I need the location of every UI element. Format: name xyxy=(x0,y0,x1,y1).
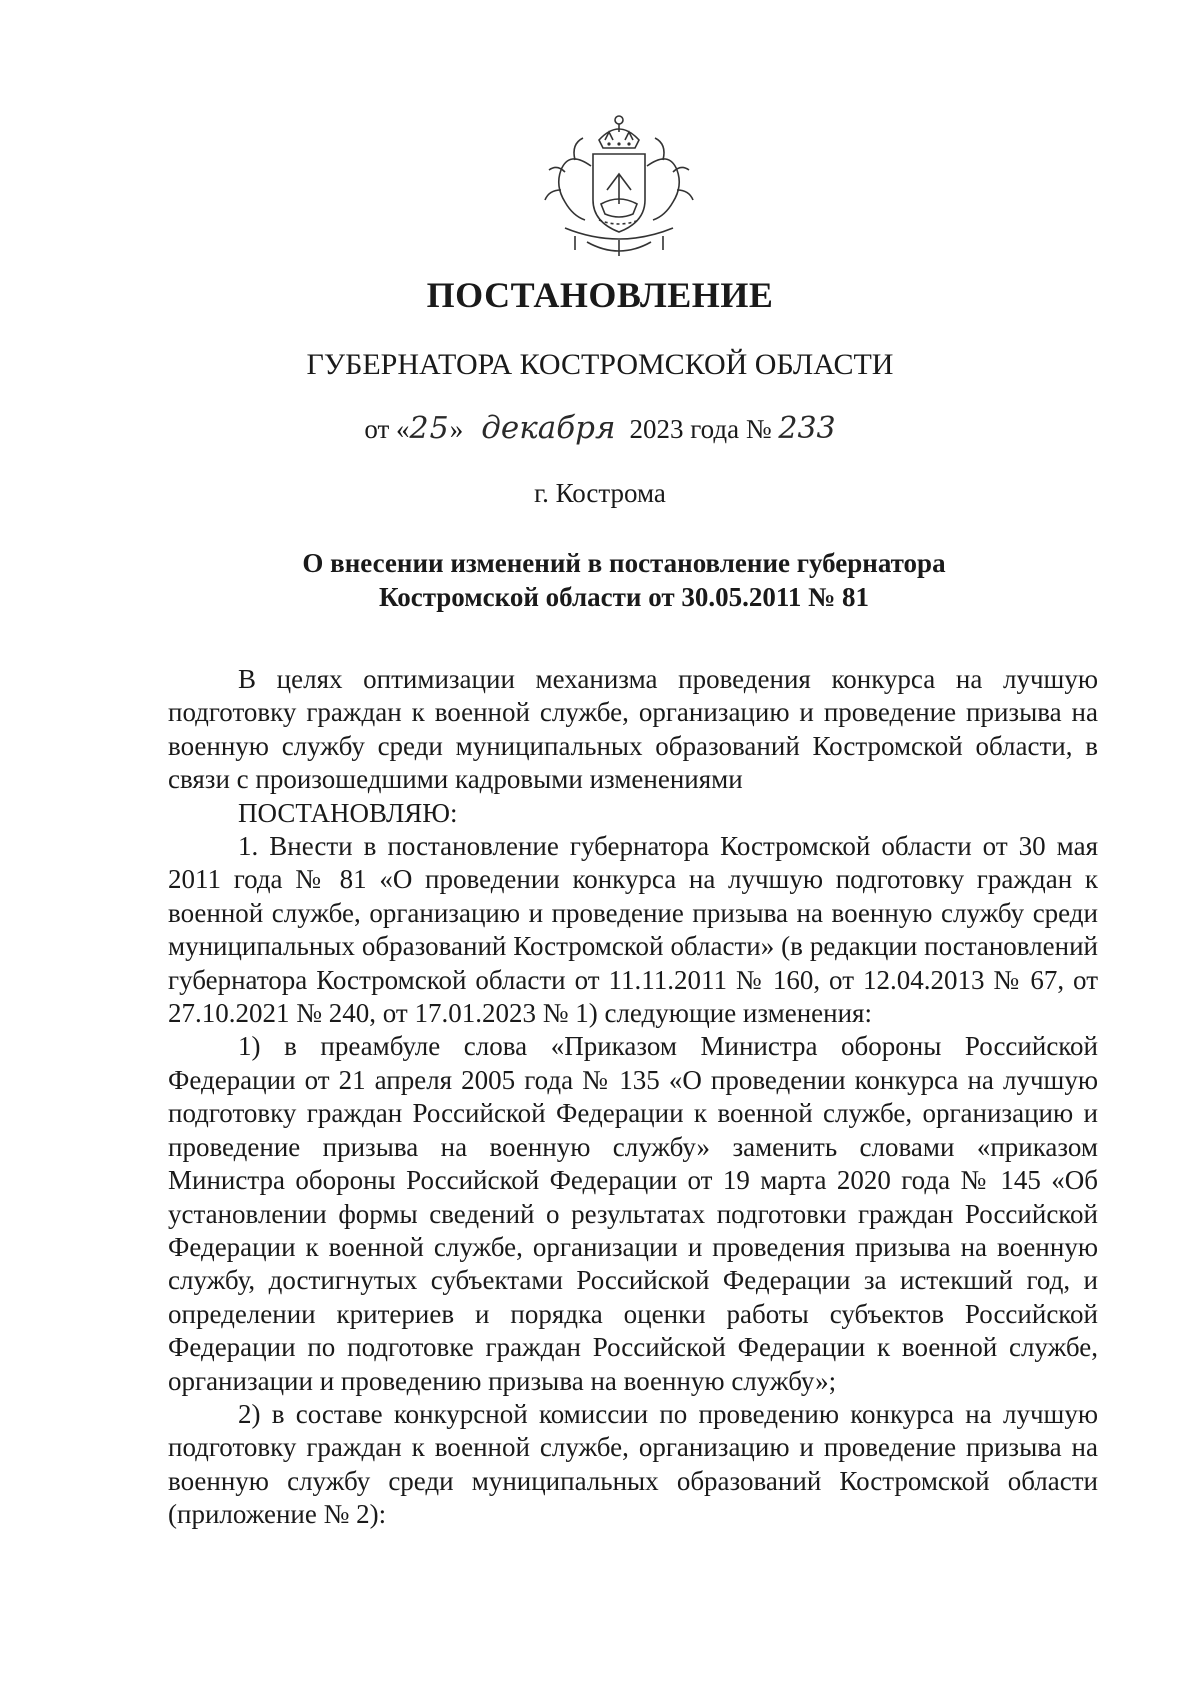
handwritten-month: декабря xyxy=(481,410,616,446)
date-number-line xyxy=(0,410,1200,446)
handwritten-day: 25 xyxy=(409,411,450,446)
document-type-title: ПОСТАНОВЛЕНИЕ xyxy=(426,275,774,315)
document-heading xyxy=(150,546,1098,614)
item-1-2-paragraph: 2) в составе конкурсной комиссии по проведению конкурса на лучшую подготовку граждан к военной службе, организацию и проведение призыва на военную службу среди муниципальных образований Костромской области (приложение № 2): xyxy=(168,1398,1098,1530)
preamble-paragraph: В целях оптимизации механизма проведения конкурса на лучшую подготовку граждан к военной службе, организацию и проведение призыва на военную службу среди муниципальных образований Костромской области, в связи с произошедшими кадровыми изменениями xyxy=(168,664,1098,795)
item-1-paragraph: 1. Внести в постановление губернатора Костромской области от 30 мая 2011 года № 81 «О проведении конкурса на лучшую подготовку граждан к военной службе, организацию и проведение призыва на военную службу среди муниципальных образований Костромской области» (в редакции постановлений губернатора Костромской области от 11.11.2011 № 160, от 12.04.2013 № 67, от 27.10.2021 № 240, от 17.01.2023 № 1) следующие изменения: xyxy=(168,831,1098,1029)
year-and-number-label: 2023 года № xyxy=(629,414,772,444)
item-1-1-paragraph: 1) в преамбуле слова «Приказом Министра обороны Российской Федерации от 21 апреля 2005 года № 135 «О проведении конкурса на лучшую подготовку граждан Российской Федерации к военной службе, организацию и проведение призыва на военную службу» заменить словами «приказом Министра обороны Российской Федерации от 19 марта 2020 года № 145 «Об установлении формы сведений о результатах подготовки граждан Российской Федерации к военной службе, организации и проведения призыва на военную службу, достигнутых субъектами Российской Федерации за истекший год, и определении критериев и порядка оценки работы субъектов Российской Федерации по подготовке граждан Российской Федерации к военной службе, организации и проведению призыва на военную службу»; xyxy=(168,1031,1098,1396)
heading-line-1: О внесении изменений в постановление губернатора xyxy=(302,548,946,578)
coat-of-arms-emblem xyxy=(535,110,703,260)
document-body xyxy=(168,663,1098,1532)
issuer-line: ГУБЕРНАТОРА КОСТРОМСКОЙ ОБЛАСТИ xyxy=(306,348,894,381)
handwritten-document-number: 233 xyxy=(778,411,836,446)
date-close-quote: » xyxy=(449,414,464,444)
decree-word: ПОСТАНОВЛЯЮ: xyxy=(238,797,458,828)
date-prefix: от « xyxy=(364,414,410,444)
city-line: г. Кострома xyxy=(534,478,666,508)
heading-line-2: Костромской области от 30.05.2011 № 81 xyxy=(378,582,870,612)
